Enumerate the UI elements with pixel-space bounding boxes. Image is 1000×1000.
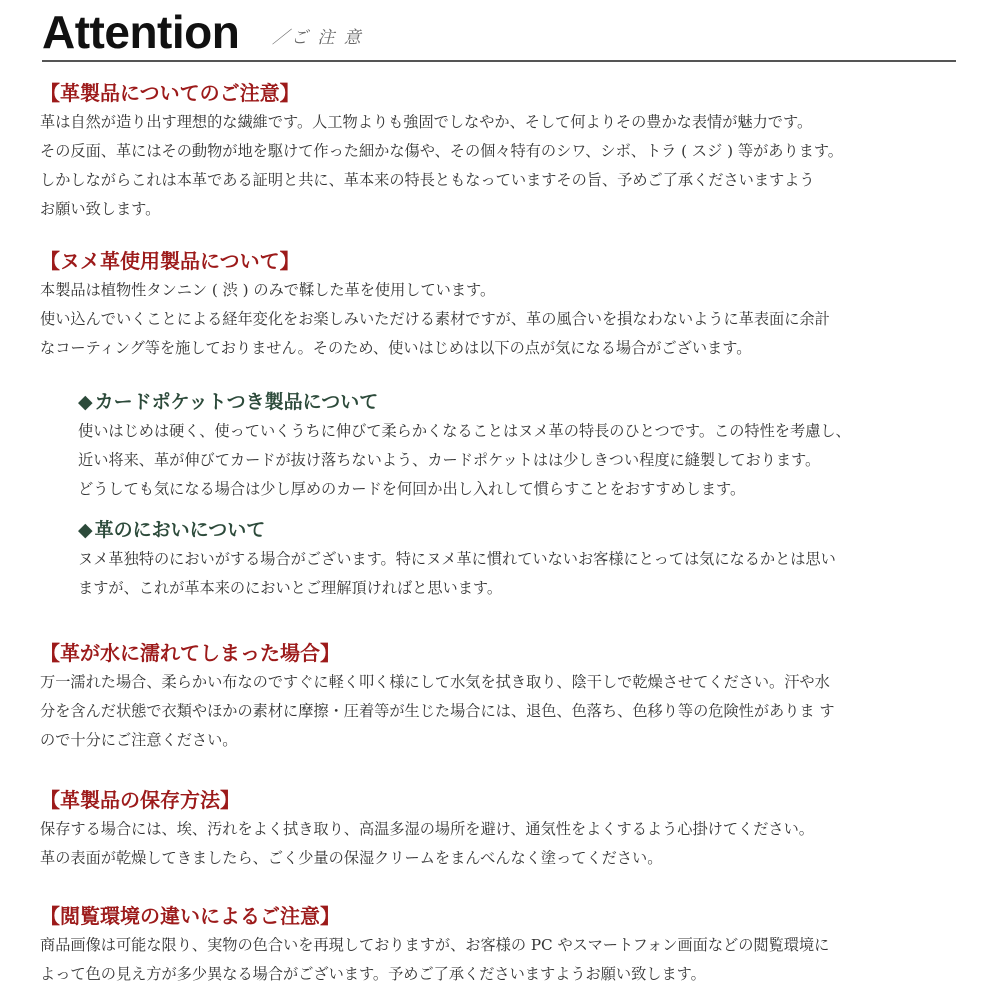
section-heading: 【革製品の保存方法】 — [40, 788, 240, 812]
paragraph-line: 使いはじめは硬く、使っていくうちに伸びて柔らかくなることはヌメ革の特長のひとつです。この特性を考慮し、 — [78, 422, 851, 440]
paragraph-line: 近い将来、革が伸びてカードが抜け落ちないよう、カードポケットはは少しきつい程度に縫製しております。 — [78, 451, 821, 469]
section-storage — [40, 787, 970, 873]
paragraph-line: 革は自然が造り出す理想的な繊維です。人工物よりも強固でしなやか、そして何よりその豊かな表情が魅力です。 — [40, 113, 813, 131]
paragraph-line: 商品画像は可能な限り、実物の色合いを再現しておりますが、お客様の PC やスマートフォン画面などの閲覧環境に — [40, 936, 830, 954]
paragraph-line: ので十分にご注意ください。 — [40, 731, 238, 749]
subsection-heading — [78, 517, 978, 543]
header-divider — [42, 60, 956, 62]
section-display-environment — [40, 903, 970, 989]
paragraph-line: お願い致します。 — [40, 200, 161, 218]
section-nume-leather — [40, 248, 970, 363]
page-header — [42, 6, 956, 64]
paragraph-line: 革の表面が乾燥してきましたら、ごく少量の保湿クリームをまんべんなく塗ってください。 — [40, 849, 663, 867]
page-subtitle: ／ご 注 意 — [272, 28, 363, 48]
section-heading: 【革が水に濡れてしまった場合】 — [40, 641, 340, 665]
subsection-heading-text: 革のにおいについて — [94, 519, 266, 541]
paragraph-line: 万一濡れた場合、柔らかい布なのですぐに軽く叩く様にして水気を拭き取り、陰干しで乾燥させてください。汗や水 — [40, 673, 830, 691]
paragraph-line: よって色の見え方が多少異なる場合がございます。予めご了承くださいますようお願い致します。 — [40, 965, 706, 983]
paragraph-line: 使い込んでいくことによる経年変化をお楽しみいただける素材ですが、革の風合いを損なわないように革表面に余計 — [40, 310, 830, 328]
paragraph-line: なコーティング等を施しておりません。そのため、使いはじめは以下の点が気になる場合がございます。 — [40, 339, 752, 357]
paragraph-line: ヌメ革独特のにおいがする場合がございます。特にヌメ革に慣れていないお客様にとっては気になるかとは思い — [78, 550, 836, 568]
section-wet-leather — [40, 640, 970, 755]
section-heading: 【革製品についてのご注意】 — [40, 81, 300, 105]
subsection-card-pocket — [78, 389, 978, 504]
diamond-bullet-icon: ◆ — [78, 391, 93, 413]
paragraph-line: その反面、革にはその動物が地を駆けて作った細かな傷や、その個々特有のシワ、シボ、トラ ( スジ ) 等があります。 — [40, 142, 843, 160]
section-heading: 【閲覧環境の違いによるご注意】 — [40, 904, 340, 928]
diamond-bullet-icon: ◆ — [78, 519, 93, 541]
section-heading: 【ヌメ革使用製品について】 — [40, 249, 300, 273]
subsection-heading — [78, 389, 978, 415]
paragraph-line: ますが、これが革本来のにおいとご理解頂ければと思います。 — [78, 579, 503, 597]
subsection-smell — [78, 517, 978, 603]
paragraph-line: どうしても気になる場合は少し厚めのカードを何回か出し入れして慣らすことをおすすめします。 — [78, 480, 746, 498]
paragraph-line: 分を含んだ状態で衣類やほかの素材に摩擦・圧着等が生じた場合には、退色、色落ち、色移り等の危険性がありま す — [40, 702, 835, 720]
paragraph-line: 本製品は植物性タンニン ( 渋 ) のみで鞣した革を使用しています。 — [40, 281, 496, 299]
subsection-heading-text: カードポケットつき製品について — [94, 391, 379, 413]
page-title: Attention — [42, 6, 240, 58]
paragraph-line: しかしながらこれは本革である証明と共に、革本来の特長ともなっていますその旨、予めご了承くださいますよう — [40, 171, 815, 189]
section-leather-notice — [40, 80, 970, 224]
paragraph-line: 保存する場合には、埃、汚れをよく拭き取り、高温多湿の場所を避け、通気性をよくするよう心掛けてください。 — [40, 820, 814, 838]
